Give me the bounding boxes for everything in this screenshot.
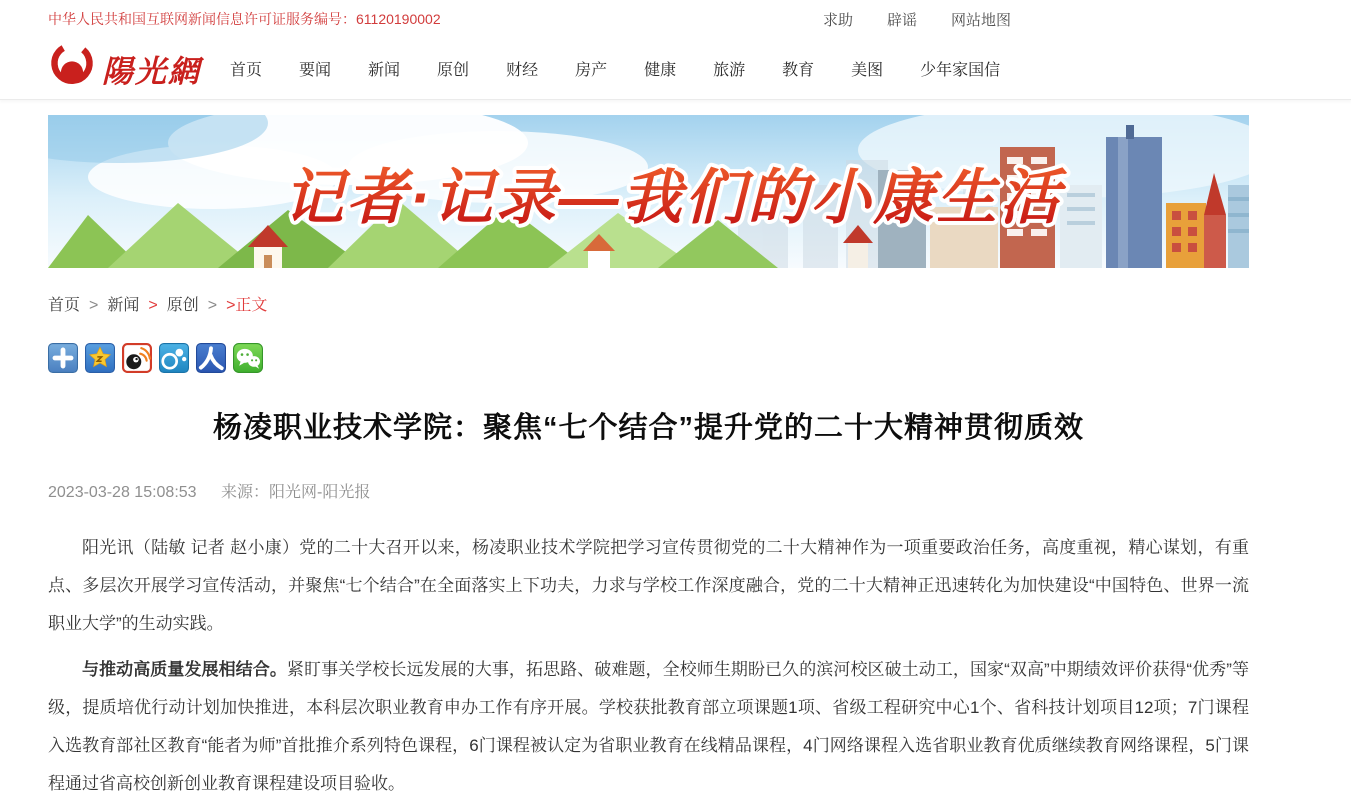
breadcrumb-home[interactable]: 首页 (48, 297, 81, 314)
help-link[interactable]: 求助 (822, 11, 853, 29)
nav-item-health[interactable]: 健康 (644, 62, 677, 79)
sun-logo-icon (48, 42, 96, 95)
nav-item-news[interactable]: 新闻 (368, 62, 401, 79)
source-name: 阳光网-阳光报 (269, 484, 371, 501)
nav-item-gallery[interactable]: 美图 (851, 62, 884, 79)
wechat-icon[interactable] (233, 343, 263, 373)
nav-item-finance[interactable]: 财经 (506, 62, 539, 79)
nav-item-realty[interactable]: 房产 (575, 62, 608, 79)
paragraph (48, 529, 1249, 643)
banner-link[interactable] (48, 115, 1249, 268)
renren-icon[interactable] (196, 343, 226, 373)
nav-item-youth[interactable]: 少年家国信 (920, 62, 1001, 79)
paragraph-lead: 与推动高质量发展相结合。 (82, 660, 287, 679)
nav-item-home[interactable]: 首页 (230, 62, 263, 79)
license-number: 中华人民共和国互联网新闻信息许可证服务编号：61120190002 (48, 11, 441, 27)
share-more-icon[interactable] (48, 343, 78, 373)
article-body (48, 529, 1249, 803)
tencent-weibo-icon[interactable] (159, 343, 189, 373)
site-header (0, 38, 1351, 100)
article-title: 杨凌职业技术学院：聚焦“七个结合”提升党的二十大精神贯彻质效 (212, 412, 1084, 444)
qzone-icon[interactable] (85, 343, 115, 373)
breadcrumb-current: >正文 (226, 297, 268, 314)
breadcrumb (48, 292, 1249, 315)
breadcrumb-original[interactable]: 原创 (166, 297, 199, 314)
share-toolbar (48, 343, 1249, 373)
main-nav (230, 57, 1000, 80)
nav-item-top-news[interactable]: 要闻 (299, 62, 332, 79)
topbar-links (823, 9, 1249, 30)
breadcrumb-separator: > (89, 297, 99, 314)
site-name: 陽光網 (102, 54, 201, 89)
sina-weibo-icon[interactable] (122, 343, 152, 373)
breadcrumb-separator: > (148, 297, 158, 314)
topbar (0, 0, 1351, 38)
paragraph-text: 紧盯事关学校长远发展的大事，拓思路、破难题，全校师生期盼已久的滨河校区破土动工，国家“双高”中期绩效评价获得“优秀”等级，提质培优行动计划加快推进，本科层次职业教育申办工作有序开展。学校获批教育部立项课题1项、省级工程研究中心1个、省科技计划项目12项；7门课程入选教育部社区教育“能者为师”首批推介系列特色课程，6门课程被认定为省职业教育在线精品课程，4门网络课程入选省职业教育优质继续教育网络课程，5门课程通过省高校创新创业教育课程建设项目验收。 (48, 660, 1249, 793)
nav-item-travel[interactable]: 旅游 (713, 62, 746, 79)
paragraph-text: 阳光讯（陆敏 记者 赵小康）党的二十大召开以来，杨凌职业技术学院把学习宣传贯彻党的二十大精神作为一项重要政治任务，高度重视，精心谋划，有重点、多层次开展学习宣传活动，并聚焦“七个结合”在全面落实上下功夫，力求与学校工作深度融合，党的二十大精神正迅速转化为加快建设“中国特色、世界一流职业大学”的生动实践。 (48, 538, 1249, 633)
sitemap-link[interactable]: 网站地图 (950, 11, 1011, 29)
nav-item-original[interactable]: 原创 (437, 62, 470, 79)
article-meta (48, 479, 1249, 502)
breadcrumb-separator: > (207, 297, 218, 314)
banner-image (48, 115, 1249, 268)
source-label: 来源： (221, 484, 270, 501)
publish-time: 2023-03-28 15:08:53 (48, 484, 197, 501)
site-logo[interactable] (48, 42, 230, 95)
breadcrumb-news[interactable]: 新闻 (107, 297, 140, 314)
rumor-refute-link[interactable]: 辟谣 (886, 11, 917, 29)
paragraph (48, 651, 1249, 803)
banner-title: 记者·记录—我们的小康生活 (283, 164, 1063, 231)
nav-item-education[interactable]: 教育 (782, 62, 815, 79)
